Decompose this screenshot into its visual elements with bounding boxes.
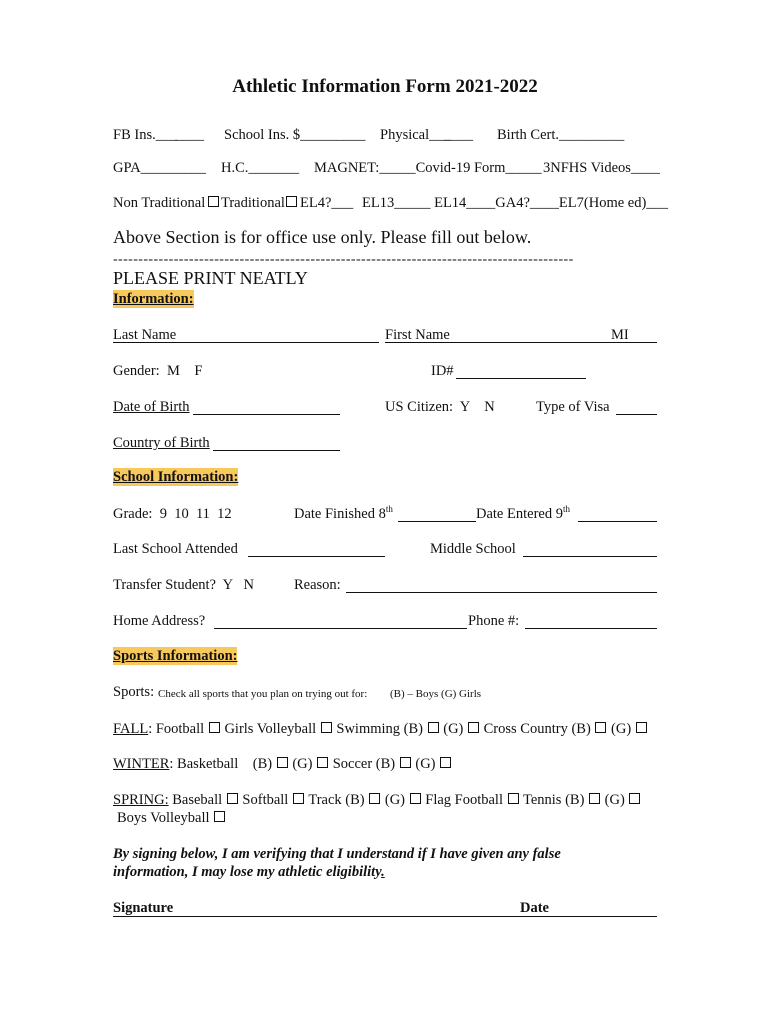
fall-cross-country-g-label: (G) — [611, 721, 632, 737]
spring-baseball-checkbox[interactable] — [227, 793, 238, 804]
spring-boys-volleyball-label: Boys Volleyball — [117, 810, 210, 826]
fall-football-checkbox[interactable] — [209, 722, 220, 733]
transfer-options[interactable]: Transfer Student? Y N — [113, 577, 254, 593]
winter-basketball-b-checkbox[interactable] — [277, 757, 288, 768]
date-entered-label: Date Entered 9 — [476, 506, 563, 522]
statement-period: . — [381, 864, 385, 880]
spring-track-g-checkbox[interactable] — [410, 793, 421, 804]
signature-line[interactable] — [113, 916, 657, 917]
dob-field[interactable] — [193, 414, 340, 415]
fb-ins-field[interactable]: FB Ins.___ — [113, 127, 178, 143]
spring-flag-football-label: Flag Football — [425, 792, 503, 808]
spring-track-g-label: (G) — [384, 792, 405, 808]
fall-swimming-g-checkbox[interactable] — [468, 722, 479, 733]
divider: ------------------------------------------------------------------------------------------- — [113, 253, 574, 267]
phone-label: Phone #: — [468, 613, 520, 629]
print-neatly-heading: PLEASE PRINT NEATLY — [113, 268, 308, 288]
spring-label: SPRING: — [113, 792, 169, 808]
statement-line-2-text: information, I may lose my athletic eligibility — [113, 864, 382, 880]
spring-track-b-checkbox[interactable] — [369, 793, 380, 804]
winter-soccer-g-checkbox[interactable] — [440, 757, 451, 768]
id-label: ID# — [431, 363, 454, 379]
winter-basketball-b-label: : Basketball (B) — [169, 756, 273, 772]
first-name-label: First Name — [385, 327, 450, 343]
spring-tennis-g-label: (G) — [604, 792, 625, 808]
spring-tennis-g-checkbox[interactable] — [629, 793, 640, 804]
date-entered-sup: th — [562, 504, 570, 514]
fall-swimming-b-label: Swimming (B) — [336, 721, 423, 737]
traditional-label: Traditional — [221, 195, 285, 211]
sports-information-heading: Sports Information: — [113, 648, 238, 664]
signature-label: Signature — [113, 900, 174, 916]
fb-ins-fill: ____ — [175, 127, 204, 143]
fall-cross-country-g-checkbox[interactable] — [636, 722, 647, 733]
first-name-field[interactable] — [385, 342, 615, 343]
birth-cert-field[interactable]: Birth Cert._________ — [497, 127, 625, 143]
fall-label: FALL — [113, 721, 149, 737]
mi-field[interactable] — [611, 342, 657, 343]
statement-line-1: By signing below, I am verifying that I understand if I have given any false — [113, 846, 561, 862]
date-finished-sup: th — [385, 504, 393, 514]
fall-swimming-b-checkbox[interactable] — [428, 722, 439, 733]
gender-options[interactable]: Gender: M F — [113, 363, 203, 379]
middle-school-label: Middle School — [430, 541, 516, 557]
sports-legend: (B) – Boys (G) Girls — [390, 688, 482, 700]
id-field[interactable] — [456, 378, 586, 379]
date-finished-label: Date Finished 8 — [294, 506, 386, 522]
dob-label: Date of Birth — [113, 399, 190, 415]
office-use-note: Above Section is for office use only. Please fill out below. — [113, 227, 532, 247]
el-codes-field[interactable]: EL13_____ EL14____GA4?____EL7(Home ed)___ — [362, 195, 669, 211]
spring-baseball-label: Baseball — [168, 792, 223, 808]
last-name-field[interactable] — [113, 342, 379, 343]
winter-basketball-g-label: (G) — [292, 756, 313, 772]
fall-cross-country-b-checkbox[interactable] — [595, 722, 606, 733]
nfhs-videos-field[interactable]: 3NFHS Videos____ — [543, 160, 660, 176]
reason-field[interactable] — [346, 592, 657, 593]
last-school-field[interactable] — [248, 556, 385, 557]
fall-football-label: : Football — [148, 721, 205, 737]
hc-field[interactable]: H.C._______ — [221, 160, 300, 176]
sports-instruction: Check all sports that you plan on trying out for: — [158, 688, 368, 700]
non-traditional-checkbox[interactable] — [208, 196, 219, 207]
winter-label: WINTER — [113, 756, 170, 772]
el4-field[interactable]: EL4?___ — [300, 195, 354, 211]
fall-girls-volleyball-label: Girls Volleyball — [224, 721, 317, 737]
statement-line-2 — [113, 863, 657, 881]
fall-cross-country-b-label: Cross Country (B) — [483, 721, 591, 737]
winter-soccer-g-label: (G) — [415, 756, 436, 772]
reason-label: Reason: — [294, 577, 341, 593]
last-school-label: Last School Attended — [113, 541, 238, 557]
winter-soccer-b-label: Soccer (B) — [332, 756, 396, 772]
gpa-field[interactable]: GPA_________ — [113, 160, 206, 176]
physical-fill: ____ — [444, 127, 473, 143]
magnet-covid-field[interactable]: MAGNET:_____Covid-19 Form_____ — [314, 160, 542, 176]
phone-field[interactable] — [525, 628, 657, 629]
date-entered-field[interactable] — [578, 521, 657, 522]
spring-boys-volleyball-checkbox[interactable] — [214, 811, 225, 822]
last-name-label: Last Name — [113, 327, 177, 343]
winter-basketball-g-checkbox[interactable] — [317, 757, 328, 768]
date-label: Date — [520, 900, 549, 916]
fall-girls-volleyball-checkbox[interactable] — [321, 722, 332, 733]
spring-tennis-b-label: Tennis (B) — [523, 792, 585, 808]
home-address-label: Home Address? — [113, 613, 206, 629]
non-traditional-label: Non Traditional — [113, 195, 206, 211]
date-finished-field[interactable] — [398, 521, 476, 522]
visa-field[interactable] — [616, 414, 657, 415]
information-heading: Information: — [113, 291, 194, 307]
school-ins-field[interactable]: School Ins. $_________ — [224, 127, 366, 143]
form-title: Athletic Information Form 2021-2022 — [232, 76, 538, 97]
visa-label: Type of Visa — [536, 399, 610, 415]
spring-softball-label: Softball — [242, 792, 289, 808]
physical-field[interactable]: Physical___ — [380, 127, 451, 143]
us-citizen-options[interactable]: US Citizen: Y N — [385, 399, 495, 415]
traditional-checkbox[interactable] — [286, 196, 297, 207]
spring-flag-football-checkbox[interactable] — [508, 793, 519, 804]
school-information-heading: School Information: — [113, 469, 239, 485]
country-label: Country of Birth — [113, 435, 210, 451]
spring-track-b-label: Track (B) — [308, 792, 365, 808]
home-address-field[interactable] — [214, 628, 467, 629]
middle-school-field[interactable] — [523, 556, 657, 557]
spring-softball-checkbox[interactable] — [293, 793, 304, 804]
fall-swimming-g-label: (G) — [443, 721, 464, 737]
winter-soccer-b-checkbox[interactable] — [400, 757, 411, 768]
sports-label: Sports: — [113, 684, 155, 700]
country-field[interactable] — [213, 450, 340, 451]
spring-tennis-b-checkbox[interactable] — [589, 793, 600, 804]
mi-label: MI — [611, 327, 629, 343]
grade-options[interactable]: Grade: 9 10 11 12 — [113, 506, 232, 522]
